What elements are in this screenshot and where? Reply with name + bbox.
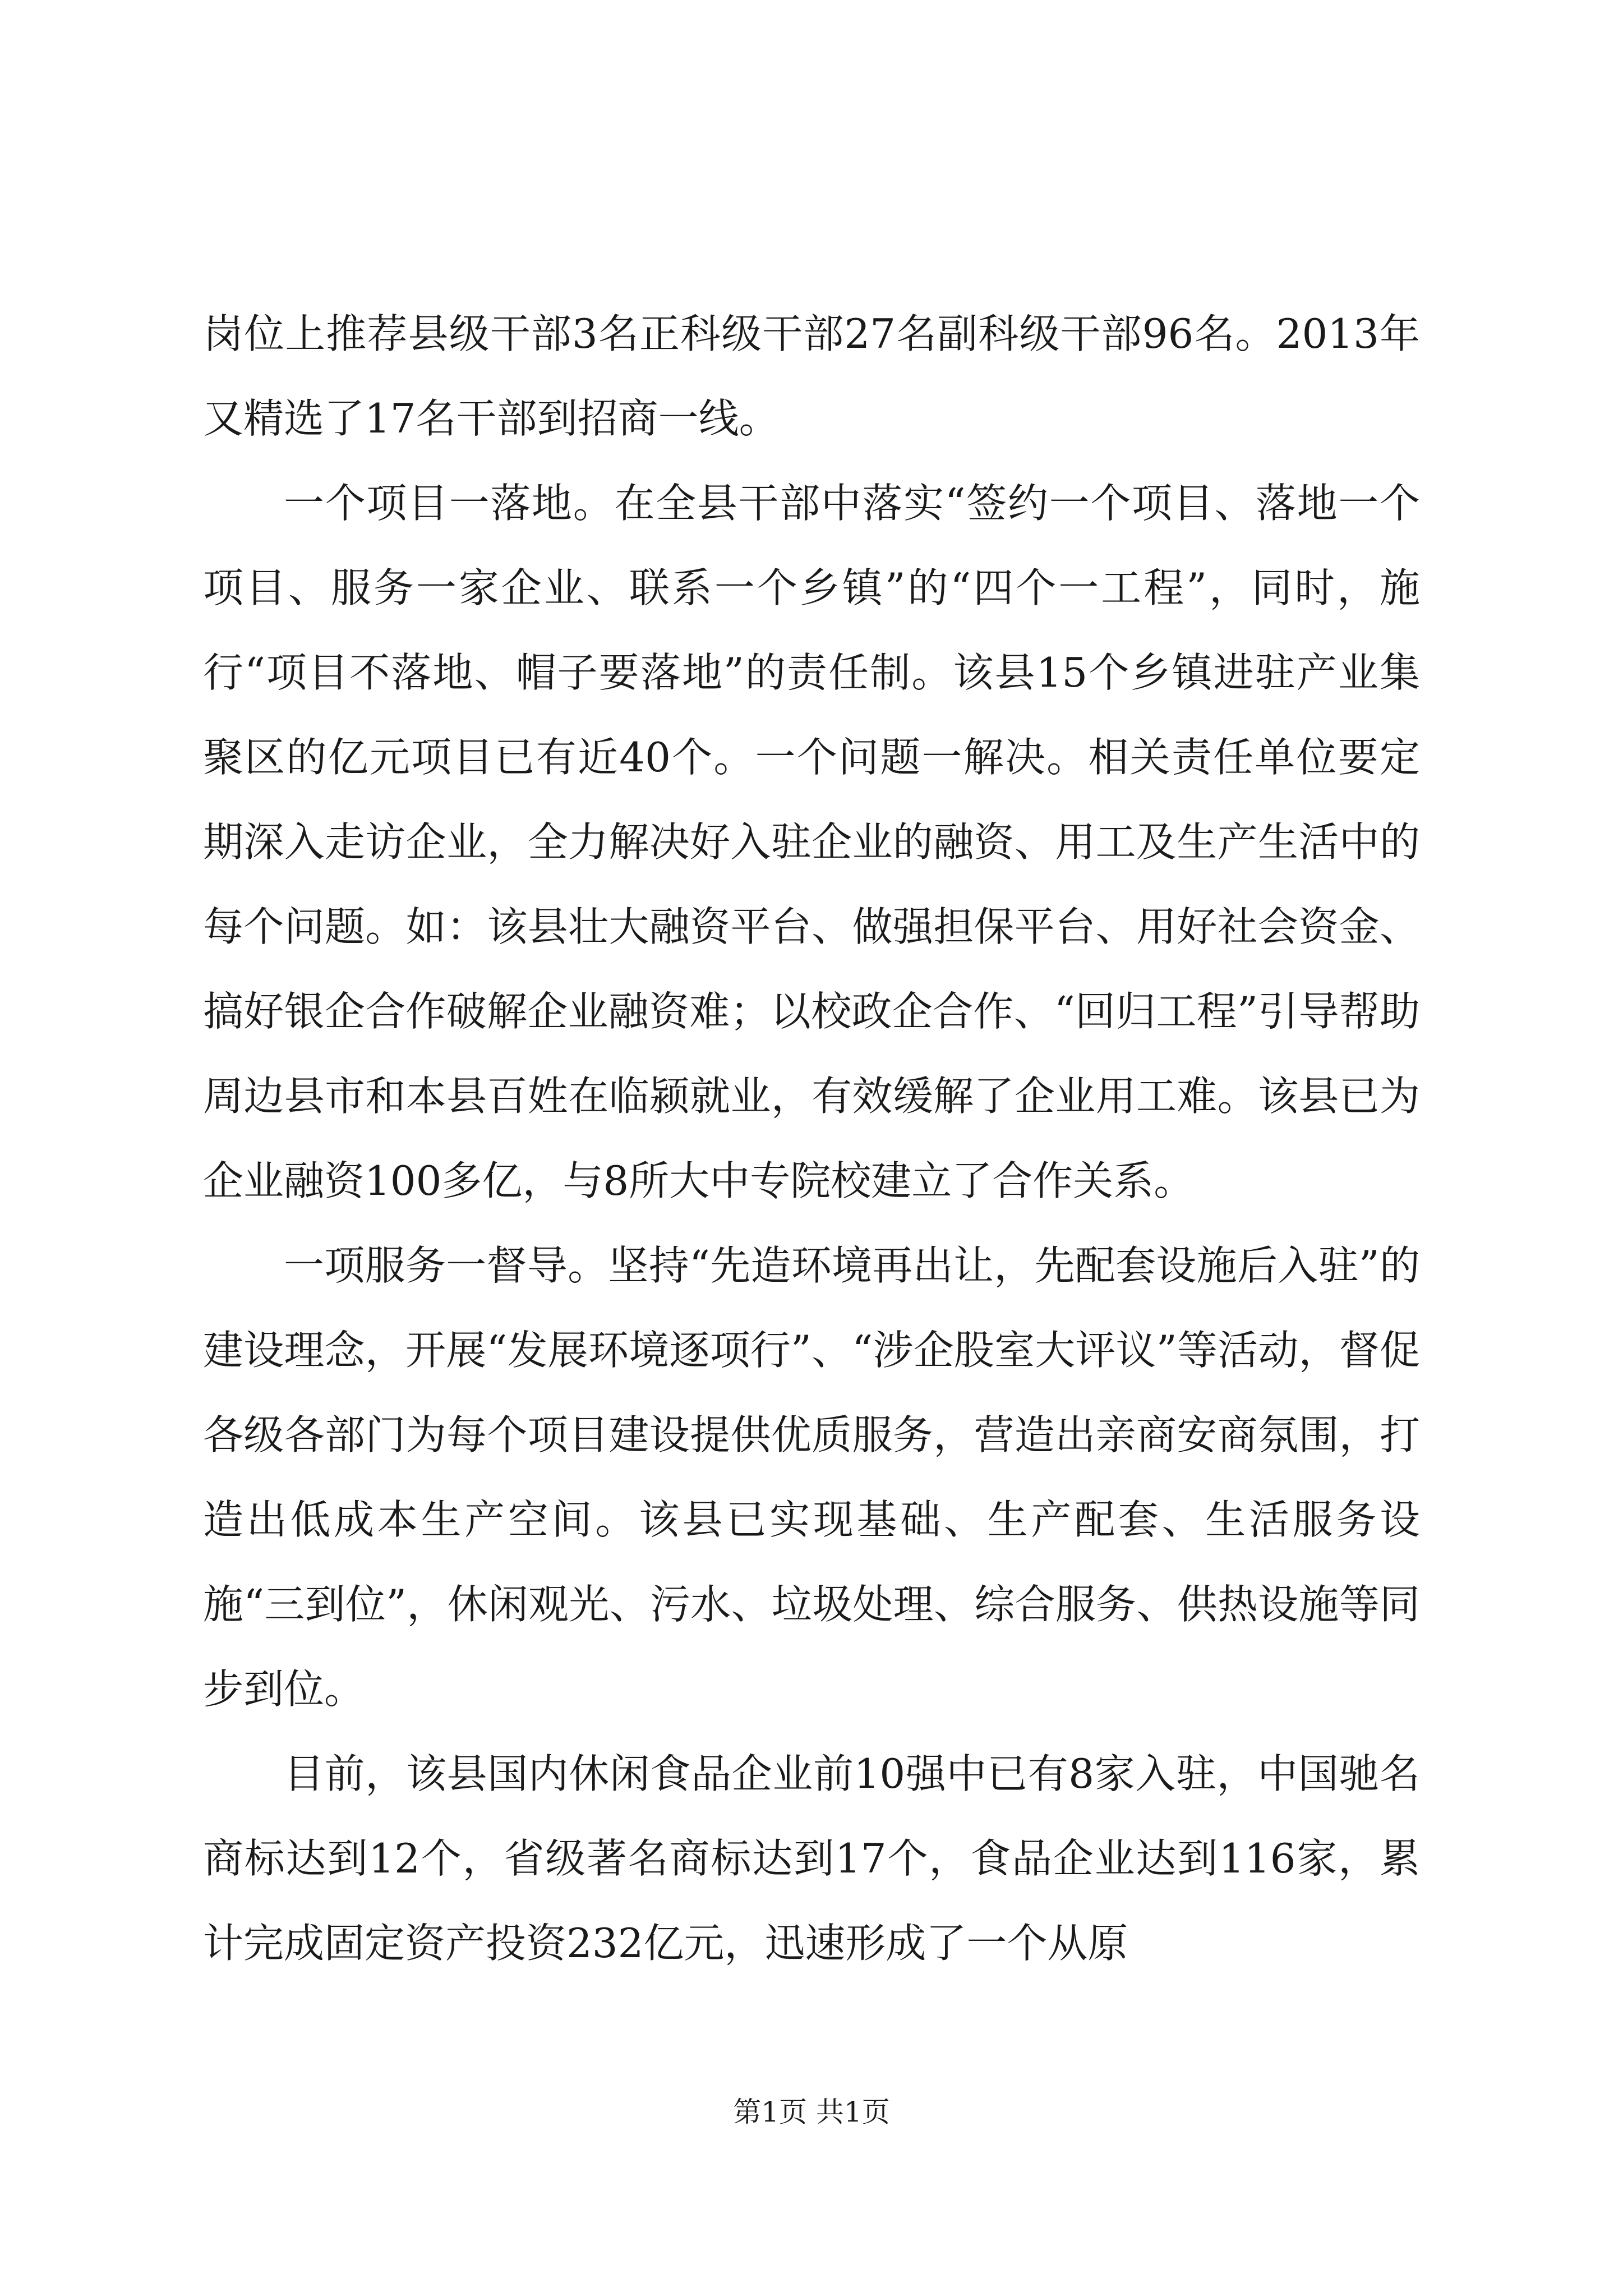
paragraph-current-status: 目前，该县国内休闲食品企业前10强中已有8家入驻，中国驰名商标达到12个，省级著名商标达到17个，食品企业达到116家，累计完成固定资产投资232亿元，迅速形成了一个从原 [203, 1750, 1420, 1967]
paragraph-project-landing: 一个项目一落地。在全县干部中落实“签约一个项目、落地一个项目、服务一家企业、联系一个乡镇”的“四个一工程”，同时，施行“项目不落地、帽子要落地”的责任制。该县15个乡镇进驻产业集聚区的亿元项目已有近40个。一个问题一解决。相关责任单位要定期深入走访企业，全力解决好入驻企业的融资、用工及生产生活中的每个问题。如：该县壮大融资平台、做强担保平台、用好社会资金、搞好银企合作破解企业融资难；以校政企合作、“回归工程”引导帮助周边县市和本县百姓在临颍就业，有效缓解了企业用工难。该县已为企业融资100多亿，与8所大中专院校建立了合作关系。 [203, 480, 1420, 1204]
document-body [203, 292, 1420, 1986]
paragraph-service-supervision: 一项服务一督导。坚持“先造环境再出让，先配套设施后入驻”的建设理念，开展“发展环境逐项行”、“涉企股室大评议”等活动，督促各级各部门为每个项目建设提供优质服务，营造出亲商安商氛围，打造出低成本生产空间。该县已实现基础、生产配套、生活服务设施“三到位”，休闲观光、污水、垃圾处理、综合服务、供热设施等同步到位。 [203, 1242, 1420, 1713]
page-footer: 第1页 共1页 [733, 2096, 890, 2128]
paragraph-continuation: 岗位上推荐县级干部3名正科级干部27名副科级干部96名。2013年又精选了17名干部到招商一线。 [203, 310, 1420, 442]
